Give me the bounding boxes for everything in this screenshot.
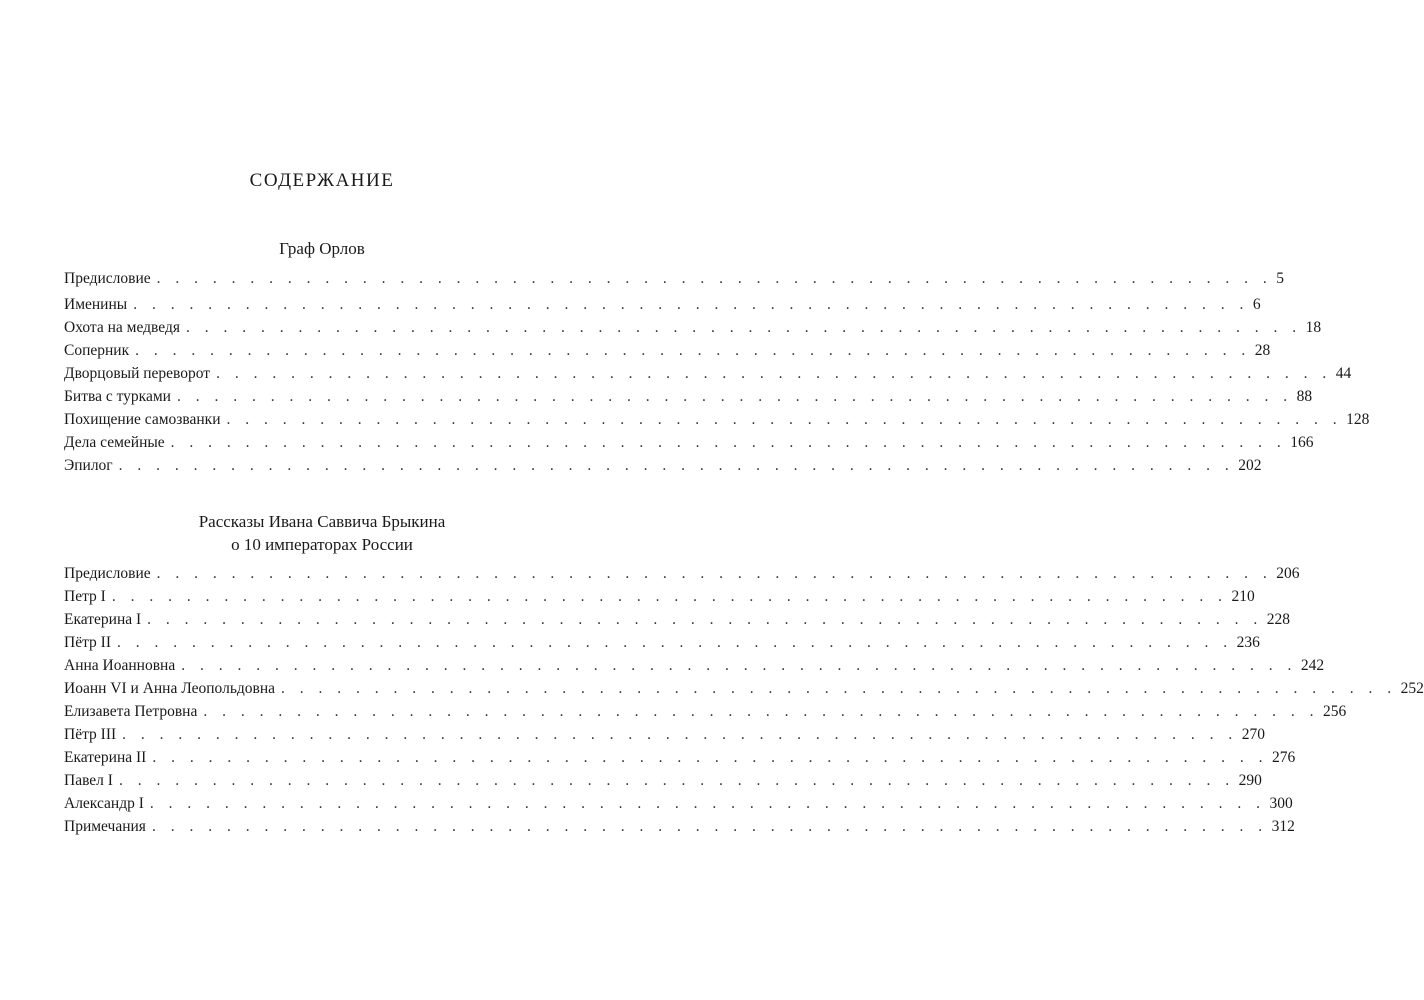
toc-entry[interactable] [64, 611, 1291, 634]
toc-entry-page: 276 [1271, 749, 1296, 766]
toc-entry-page: 206 [1276, 565, 1300, 582]
toc-entry-page: 252 [1400, 680, 1424, 697]
section-title-line: Рассказы Ивана Саввича Брыкина [198, 512, 446, 531]
dot-leader: . . . . . . . . . . . . . . . . . . . . . . . . . . . . . . . . . . . . . . . . . . . . . . . . . . . . . . . . . . . . [216, 365, 1332, 382]
toc-entry-page: 202 [1238, 457, 1262, 474]
toc-list-rasskazy [64, 565, 1424, 818]
toc-entry-label: Пётр III [64, 726, 117, 743]
toc-entry-label: Эпилог [64, 457, 113, 474]
toc-entry-page: 312 [1271, 818, 1295, 835]
toc-entry[interactable] [64, 634, 1260, 657]
toc-entry[interactable] [64, 411, 1370, 434]
toc-entry-page: 256 [1322, 703, 1347, 720]
dot-leader: . . . . . . . . . . . . . . . . . . . . . . . . . . . . . . . . . . . . . . . . . . . . . . . . . . . . . . . . . . . . [147, 611, 1263, 628]
dot-leader: . . . . . . . . . . . . . . . . . . . . . . . . . . . . . . . . . . . . . . . . . . . . . . . . . . . . . . . . . . . . [203, 703, 1319, 720]
toc-entry-label: Екатерина II [64, 749, 147, 766]
section-title-line: Граф Орлов [279, 239, 365, 258]
toc-entry-label: Охота на медведя [64, 319, 180, 336]
toc-entry-label: Именины [64, 296, 128, 313]
dot-leader: . . . . . . . . . . . . . . . . . . . . . . . . . . . . . . . . . . . . . . . . . . . . . . . . . . . . . . . . . . . . [170, 434, 1287, 451]
dot-leader: . . . . . . . . . . . . . . . . . . . . . . . . . . . . . . . . . . . . . . . . . . . . . . . . . . . . . . . . . . . . [226, 411, 1343, 428]
toc-entry[interactable] [64, 565, 1300, 588]
toc-entry[interactable] [64, 657, 1325, 680]
toc-entry-page: 166 [1290, 434, 1314, 451]
toc-entry[interactable] [64, 749, 1296, 772]
toc-entry[interactable] [64, 434, 1314, 457]
toc-entry-page: 290 [1238, 772, 1262, 789]
dot-leader: . . . . . . . . . . . . . . . . . . . . . . . . . . . . . . . . . . . . . . . . . . . . . . . . . . . . . . . . . . . . [281, 680, 1397, 697]
toc-entry-page: 210 [1231, 588, 1255, 605]
toc-entry[interactable] [64, 365, 1352, 388]
toc-entry-label: Предисловие [64, 270, 151, 287]
toc-entry-label: Анна Иоанновна [64, 657, 176, 674]
toc-entry-page: 128 [1346, 411, 1370, 428]
toc-entry-label: Похищение самозванки [64, 411, 221, 428]
toc-entry-page: 270 [1241, 726, 1266, 743]
dot-leader: . . . . . . . . . . . . . . . . . . . . . . . . . . . . . . . . . . . . . . . . . . . . . . . . . . . . . . . . . . . . [118, 457, 1235, 474]
dot-leader: . . . . . . . . . . . . . . . . . . . . . . . . . . . . . . . . . . . . . . . . . . . . . . . . . . . . . . . . . . . . [133, 296, 1249, 313]
toc-entry-page: 242 [1300, 657, 1325, 674]
toc-entry[interactable] [64, 680, 1424, 703]
dot-leader: . . . . . . . . . . . . . . . . . . . . . . . . . . . . . . . . . . . . . . . . . . . . . . . . . . . . . . . . . . . . [122, 726, 1238, 743]
toc-entry-label: Дела семейные [64, 434, 165, 451]
toc-entry[interactable] [64, 342, 1271, 365]
dot-leader: . . . . . . . . . . . . . . . . . . . . . . . . . . . . . . . . . . . . . . . . . . . . . . . . . . . . . . . . . . . . [135, 342, 1251, 359]
toc-entry[interactable] [64, 703, 1347, 726]
toc-entry[interactable] [64, 457, 1262, 480]
toc-list-notes [64, 818, 1295, 841]
section-title-rasskazy [0, 510, 644, 556]
toc-entry-notes[interactable] [64, 818, 1295, 841]
toc-entry[interactable] [64, 296, 1261, 319]
toc-entry-label: Соперник [64, 342, 130, 359]
toc-entry-page: 28 [1254, 342, 1271, 359]
dot-leader: . . . . . . . . . . . . . . . . . . . . . . . . . . . . . . . . . . . . . . . . . . . . . . . . . . . . . . . . . . . . [149, 795, 1266, 812]
dot-leader: . . . . . . . . . . . . . . . . . . . . . . . . . . . . . . . . . . . . . . . . . . . . . . . . . . . . . . . . . . . . [185, 319, 1302, 336]
dot-leader: . . . . . . . . . . . . . . . . . . . . . . . . . . . . . . . . . . . . . . . . . . . . . . . . . . . . . . . . . . . . [111, 588, 1228, 605]
dot-leader: . . . . . . . . . . . . . . . . . . . . . . . . . . . . . . . . . . . . . . . . . . . . . . . . . . . . . . . . . . . . [116, 634, 1233, 651]
dot-leader: . . . . . . . . . . . . . . . . . . . . . . . . . . . . . . . . . . . . . . . . . . . . . . . . . . . . . . . . . . . . [176, 388, 1293, 405]
toc-entry[interactable] [64, 270, 1285, 293]
dot-leader: . . . . . . . . . . . . . . . . . . . . . . . . . . . . . . . . . . . . . . . . . . . . . . . . . . . . . . . . . . . . [181, 657, 1297, 674]
toc-entry-label: Елизавета Петровна [64, 703, 198, 720]
toc-entry-page: 236 [1236, 634, 1260, 651]
section-title-line: о 10 императорах России [231, 535, 413, 554]
toc-entry[interactable] [64, 726, 1266, 749]
toc-entry-label: Пётр II [64, 634, 111, 651]
toc-entry-page: 300 [1269, 795, 1293, 812]
dot-leader: . . . . . . . . . . . . . . . . . . . . . . . . . . . . . . . . . . . . . . . . . . . . . . . . . . . . . . . . . . . . [152, 749, 1268, 766]
toc-entry-label: Александр I [64, 795, 144, 812]
toc-entry-label: Битва с турками [64, 388, 171, 405]
section-title-graf-orlov [0, 237, 644, 260]
toc-entry[interactable] [64, 388, 1313, 411]
toc-list-graf-orlov [64, 270, 1370, 480]
dot-leader: . . . . . . . . . . . . . . . . . . . . . . . . . . . . . . . . . . . . . . . . . . . . . . . . . . . . . . . . . . . . [156, 270, 1273, 287]
toc-entry[interactable] [64, 588, 1255, 611]
toc-entry[interactable] [64, 319, 1322, 342]
page-title: СОДЕРЖАНИЕ [249, 170, 395, 191]
toc-entry-label: Дворцовый переворот [64, 365, 211, 382]
toc-entry-page: 5 [1276, 270, 1285, 287]
toc-entry-label: Иоанн VI и Анна Леопольдовна [64, 680, 276, 697]
toc-entry-label: Предисловие [64, 565, 151, 582]
dot-leader: . . . . . . . . . . . . . . . . . . . . . . . . . . . . . . . . . . . . . . . . . . . . . . . . . . . . . . . . . . . . [151, 818, 1268, 835]
toc-entry-page: 88 [1296, 388, 1313, 405]
dot-leader: . . . . . . . . . . . . . . . . . . . . . . . . . . . . . . . . . . . . . . . . . . . . . . . . . . . . . . . . . . . . [118, 772, 1235, 789]
toc-entry-page: 44 [1335, 365, 1352, 382]
toc-entry-page: 6 [1252, 296, 1261, 313]
toc-entry-page: 228 [1266, 611, 1291, 628]
toc-entry-label: Примечания [64, 818, 146, 835]
toc-entry-label: Павел I [64, 772, 113, 789]
toc-entry[interactable] [64, 772, 1262, 795]
toc-entry-label: Екатерина I [64, 611, 142, 628]
toc-entry[interactable] [64, 795, 1293, 818]
toc-entry-page: 18 [1305, 319, 1322, 336]
dot-leader: . . . . . . . . . . . . . . . . . . . . . . . . . . . . . . . . . . . . . . . . . . . . . . . . . . . . . . . . . . . . [156, 565, 1273, 582]
toc-entry-label: Петр I [64, 588, 106, 605]
